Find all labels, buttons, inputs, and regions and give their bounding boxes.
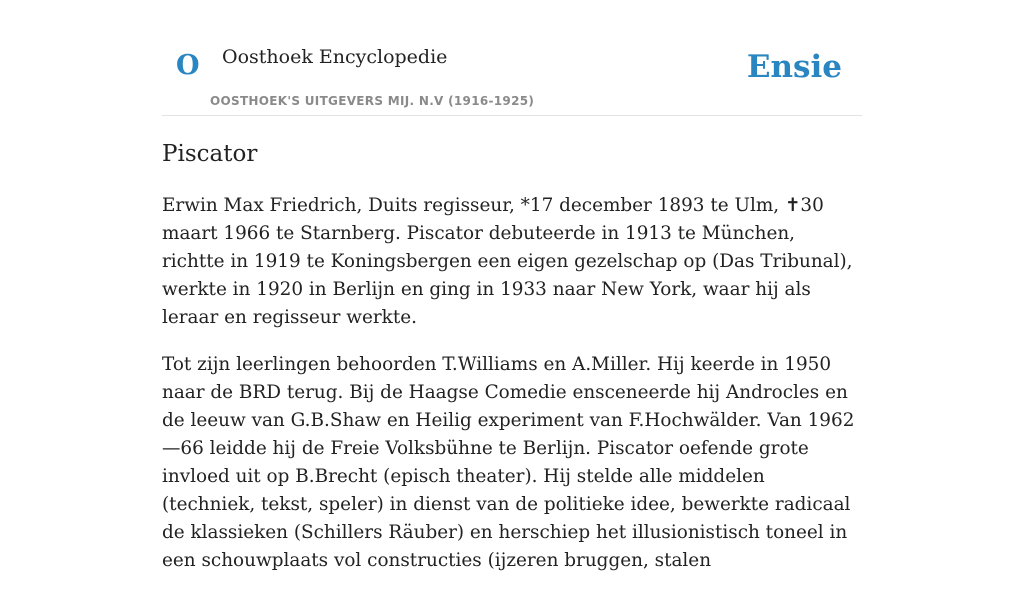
publication-title[interactable]: Oosthoek Encyclopedie [222,46,448,68]
article-title: Piscator [162,141,258,167]
publication-logo[interactable]: O [176,50,200,81]
publisher-subtitle: OOSTHOEK'S UITGEVERS MIJ. N.V (1916-1925) [210,94,535,108]
article-body [162,192,862,594]
publication-header [162,0,862,116]
article-paragraph: Tot zijn leerlingen behoorden T.Williams en A.Miller. Hij keerde in 1950 naar de BRD terug. Bij de Haagse Comedie ensceneerde hij Androcles en de leeuw van G.B.Shaw en Heilig experiment van F.Hochwälder. Van 1962—66 leidde hij de Freie Volksbühne te Berlijn. Piscator oefende grote invloed uit op B.Brecht (episch theater). Hij stelde alle middelen (techniek, tekst, speler) in dienst van de politieke idee, bewerkte radicaal de klassieken (Schillers Räuber) en herschiep het illusionistisch toneel in een schouwplaats vol constructies (ijzeren bruggen, stalen [162,354,855,571]
ensie-logo[interactable]: Ensie [746,49,842,85]
article-paragraph: Erwin Max Friedrich, Duits regisseur, *17 december 1893 te Ulm, ✝30 maart 1966 te Starnberg. Piscator debuteerde in 1913 te München, richtte in 1919 te Koningsbergen een eigen gezelschap op (Das Tribunal), werkte in 1920 in Berlijn en ging in 1933 naar New York, waar hij als leraar en regisseur werkte. [162,195,853,328]
